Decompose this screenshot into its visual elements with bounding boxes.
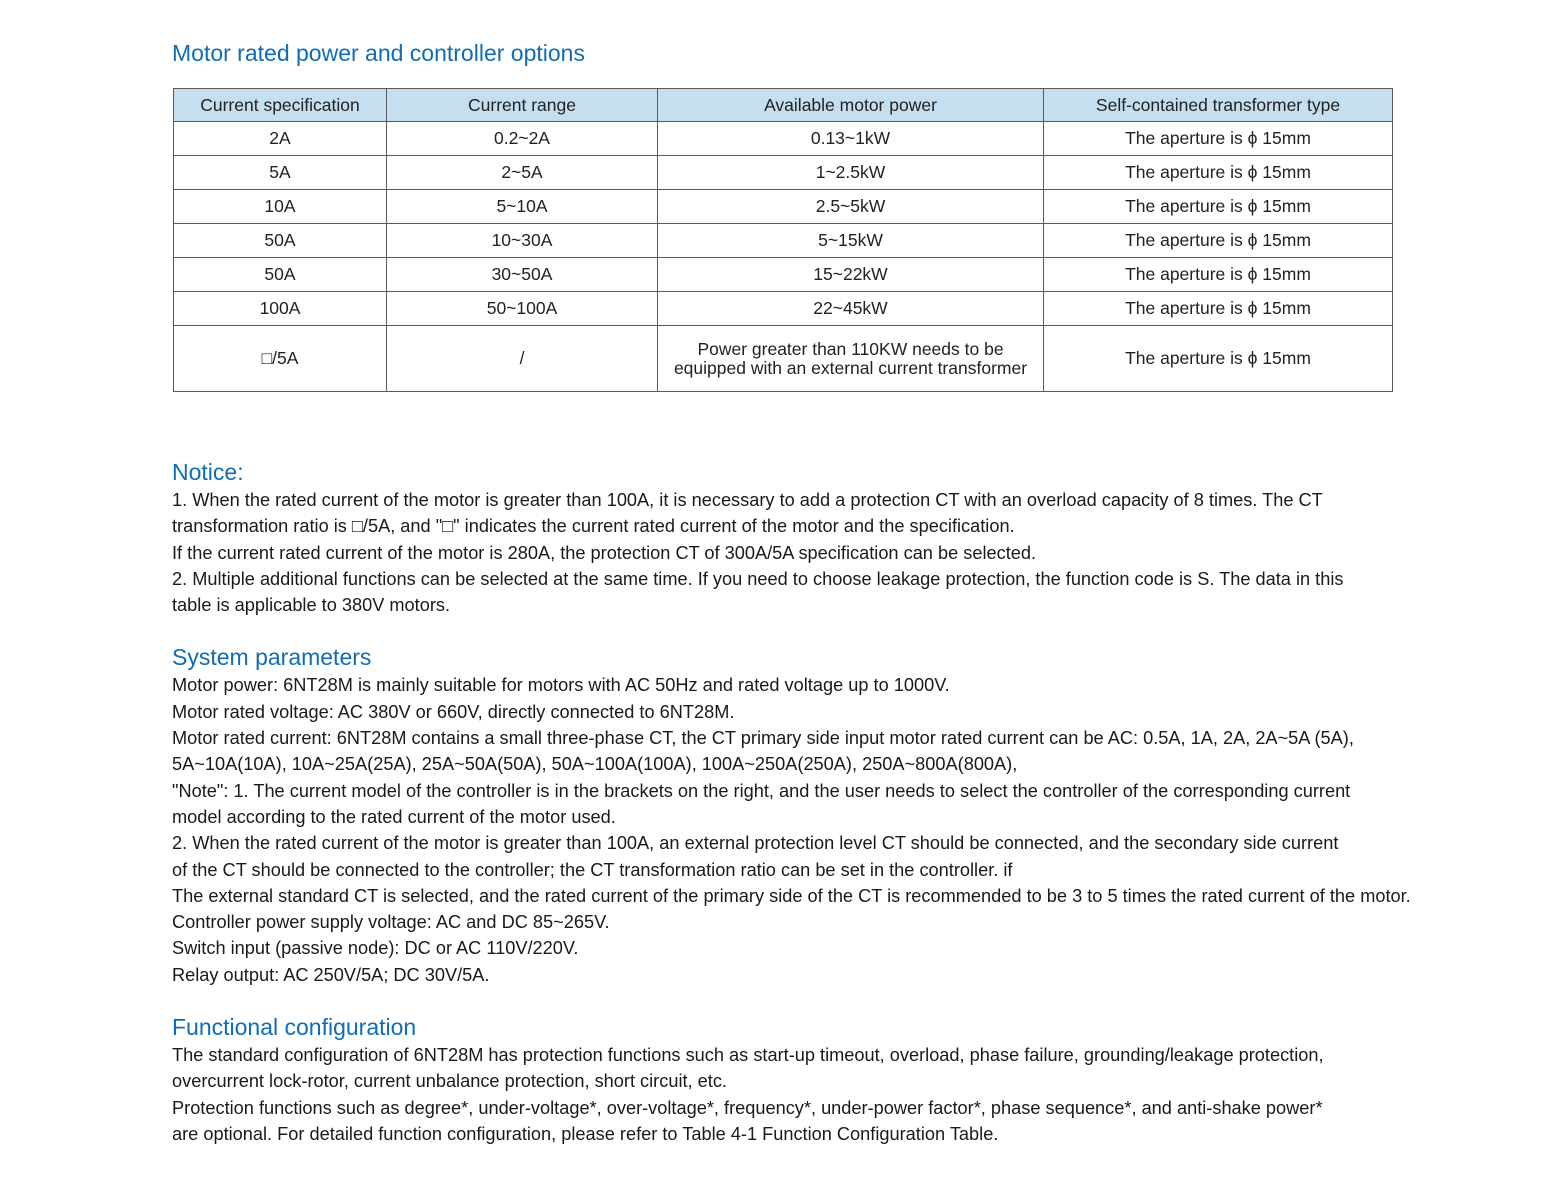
system-line: Controller power supply voltage: AC and DC 85~265V. <box>172 912 610 933</box>
table-row <box>174 292 1393 326</box>
system-line: model according to the rated current of the motor used. <box>172 806 616 827</box>
header-transformer-type: Self-contained transformer type <box>1044 89 1393 122</box>
table-row <box>174 224 1393 258</box>
system-line: Switch input (passive node): DC or AC 110V/220V. <box>172 938 579 959</box>
functional-configuration-section <box>172 1012 1432 1147</box>
cell-transformer: The aperture is ϕ 15mm <box>1044 326 1393 392</box>
header-current-specification: Current specification <box>174 89 387 122</box>
system-line: of the CT should be connected to the controller; the CT transformation ratio can be set in the controller. if <box>172 859 1013 880</box>
cell-power: 2.5~5kW <box>658 190 1044 224</box>
table-row <box>174 156 1393 190</box>
cell-range: 2~5A <box>387 156 658 190</box>
cell-spec: 2A <box>174 122 387 156</box>
table-row <box>174 258 1393 292</box>
notice-line: If the current rated current of the motor is 280A, the protection CT of 300A/5A specification can be selected. <box>172 542 1037 563</box>
cell-power-note <box>658 326 1044 392</box>
functional-line: are optional. For detailed function configuration, please refer to Table 4-1 Function Configuration Table. <box>172 1123 999 1144</box>
system-line: 2. When the rated current of the motor is greater than 100A, an external protection level CT should be connected, and the secondary side current <box>172 833 1339 854</box>
cell-transformer: The aperture is ϕ 15mm <box>1044 258 1393 292</box>
cell-spec: 10A <box>174 190 387 224</box>
functional-line: overcurrent lock-rotor, current unbalance protection, short circuit, etc. <box>172 1071 727 1092</box>
functional-line: Protection functions such as degree*, under-voltage*, over-voltage*, frequency*, under-power factor*, phase sequence*, and anti-shake power* <box>172 1097 1323 1118</box>
system-line: Motor rated voltage: AC 380V or 660V, directly connected to 6NT28M. <box>172 701 735 722</box>
cell-power: 0.13~1kW <box>658 122 1044 156</box>
functional-configuration-title: Functional configuration <box>172 1014 417 1041</box>
cell-range: / <box>387 326 658 392</box>
table-row-external-ct <box>174 326 1393 392</box>
cell-power: 22~45kW <box>658 292 1044 326</box>
cell-transformer: The aperture is ϕ 15mm <box>1044 224 1393 258</box>
functional-line: The standard configuration of 6NT28M has protection functions such as start-up timeout, overload, phase failure, grounding/leakage protection, <box>172 1045 1324 1066</box>
cell-range: 30~50A <box>387 258 658 292</box>
cell-transformer: The aperture is ϕ 15mm <box>1044 190 1393 224</box>
main-title: Motor rated power and controller options <box>172 40 585 66</box>
system-line: "Note": 1. The current model of the controller is in the brackets on the right, and the user needs to select the controller of the corresponding current <box>172 780 1351 801</box>
cell-range: 10~30A <box>387 224 658 258</box>
notice-title: Notice: <box>172 459 244 485</box>
notice-line: 2. Multiple additional functions can be selected at the same time. If you need to choose leakage protection, the function code is S. The data in this <box>172 568 1344 589</box>
system-line: Motor rated current: 6NT28M contains a small three-phase CT, the CT primary side input motor rated current can be AC: 0.5A, 1A, 2A, 2A~5A (5A), <box>172 728 1354 749</box>
cell-transformer: The aperture is ϕ 15mm <box>1044 292 1393 326</box>
power-note-line-1: Power greater than 110KW needs to be <box>697 338 1004 359</box>
cell-spec: 100A <box>174 292 387 326</box>
controller-options-table <box>173 88 1393 392</box>
notice-line: transformation ratio is □/5A, and "□" indicates the current rated current of the motor and the specification. <box>172 516 1015 537</box>
header-available-motor-power: Available motor power <box>658 89 1044 122</box>
power-note-line-2: equipped with an external current transformer <box>673 357 1028 378</box>
cell-power: 5~15kW <box>658 224 1044 258</box>
cell-spec: 50A <box>174 224 387 258</box>
table-row <box>174 190 1393 224</box>
header-current-range: Current range <box>387 89 658 122</box>
table-header-row <box>174 89 1393 122</box>
table-row <box>174 122 1393 156</box>
cell-power: 15~22kW <box>658 258 1044 292</box>
cell-transformer: The aperture is ϕ 15mm <box>1044 122 1393 156</box>
system-parameters-section <box>172 642 1432 988</box>
notice-line: 1. When the rated current of the motor is greater than 100A, it is necessary to add a protection CT with an overload capacity of 8 times. The CT <box>172 490 1323 510</box>
system-line: 5A~10A(10A), 10A~25A(25A), 25A~50A(50A), 50A~100A(100A), 100A~250A(250A), 250A~800A(800A), <box>172 754 1018 775</box>
notice-section <box>172 457 1432 618</box>
system-line: The external standard CT is selected, and the rated current of the primary side of the CT is recommended to be 3 to 5 times the rated current of the motor. <box>172 885 1411 906</box>
cell-spec: 50A <box>174 258 387 292</box>
cell-range: 0.2~2A <box>387 122 658 156</box>
document-page <box>172 38 1432 1147</box>
system-line: Relay output: AC 250V/5A; DC 30V/5A. <box>172 964 490 985</box>
cell-spec: □/5A <box>174 326 387 392</box>
cell-range: 50~100A <box>387 292 658 326</box>
system-parameters-title: System parameters <box>172 644 372 671</box>
system-line: Motor power: 6NT28M is mainly suitable for motors with AC 50Hz and rated voltage up to 1000V. <box>172 675 950 696</box>
notice-line: table is applicable to 380V motors. <box>172 595 451 616</box>
cell-power: 1~2.5kW <box>658 156 1044 190</box>
cell-spec: 5A <box>174 156 387 190</box>
cell-transformer: The aperture is ϕ 15mm <box>1044 156 1393 190</box>
cell-range: 5~10A <box>387 190 658 224</box>
